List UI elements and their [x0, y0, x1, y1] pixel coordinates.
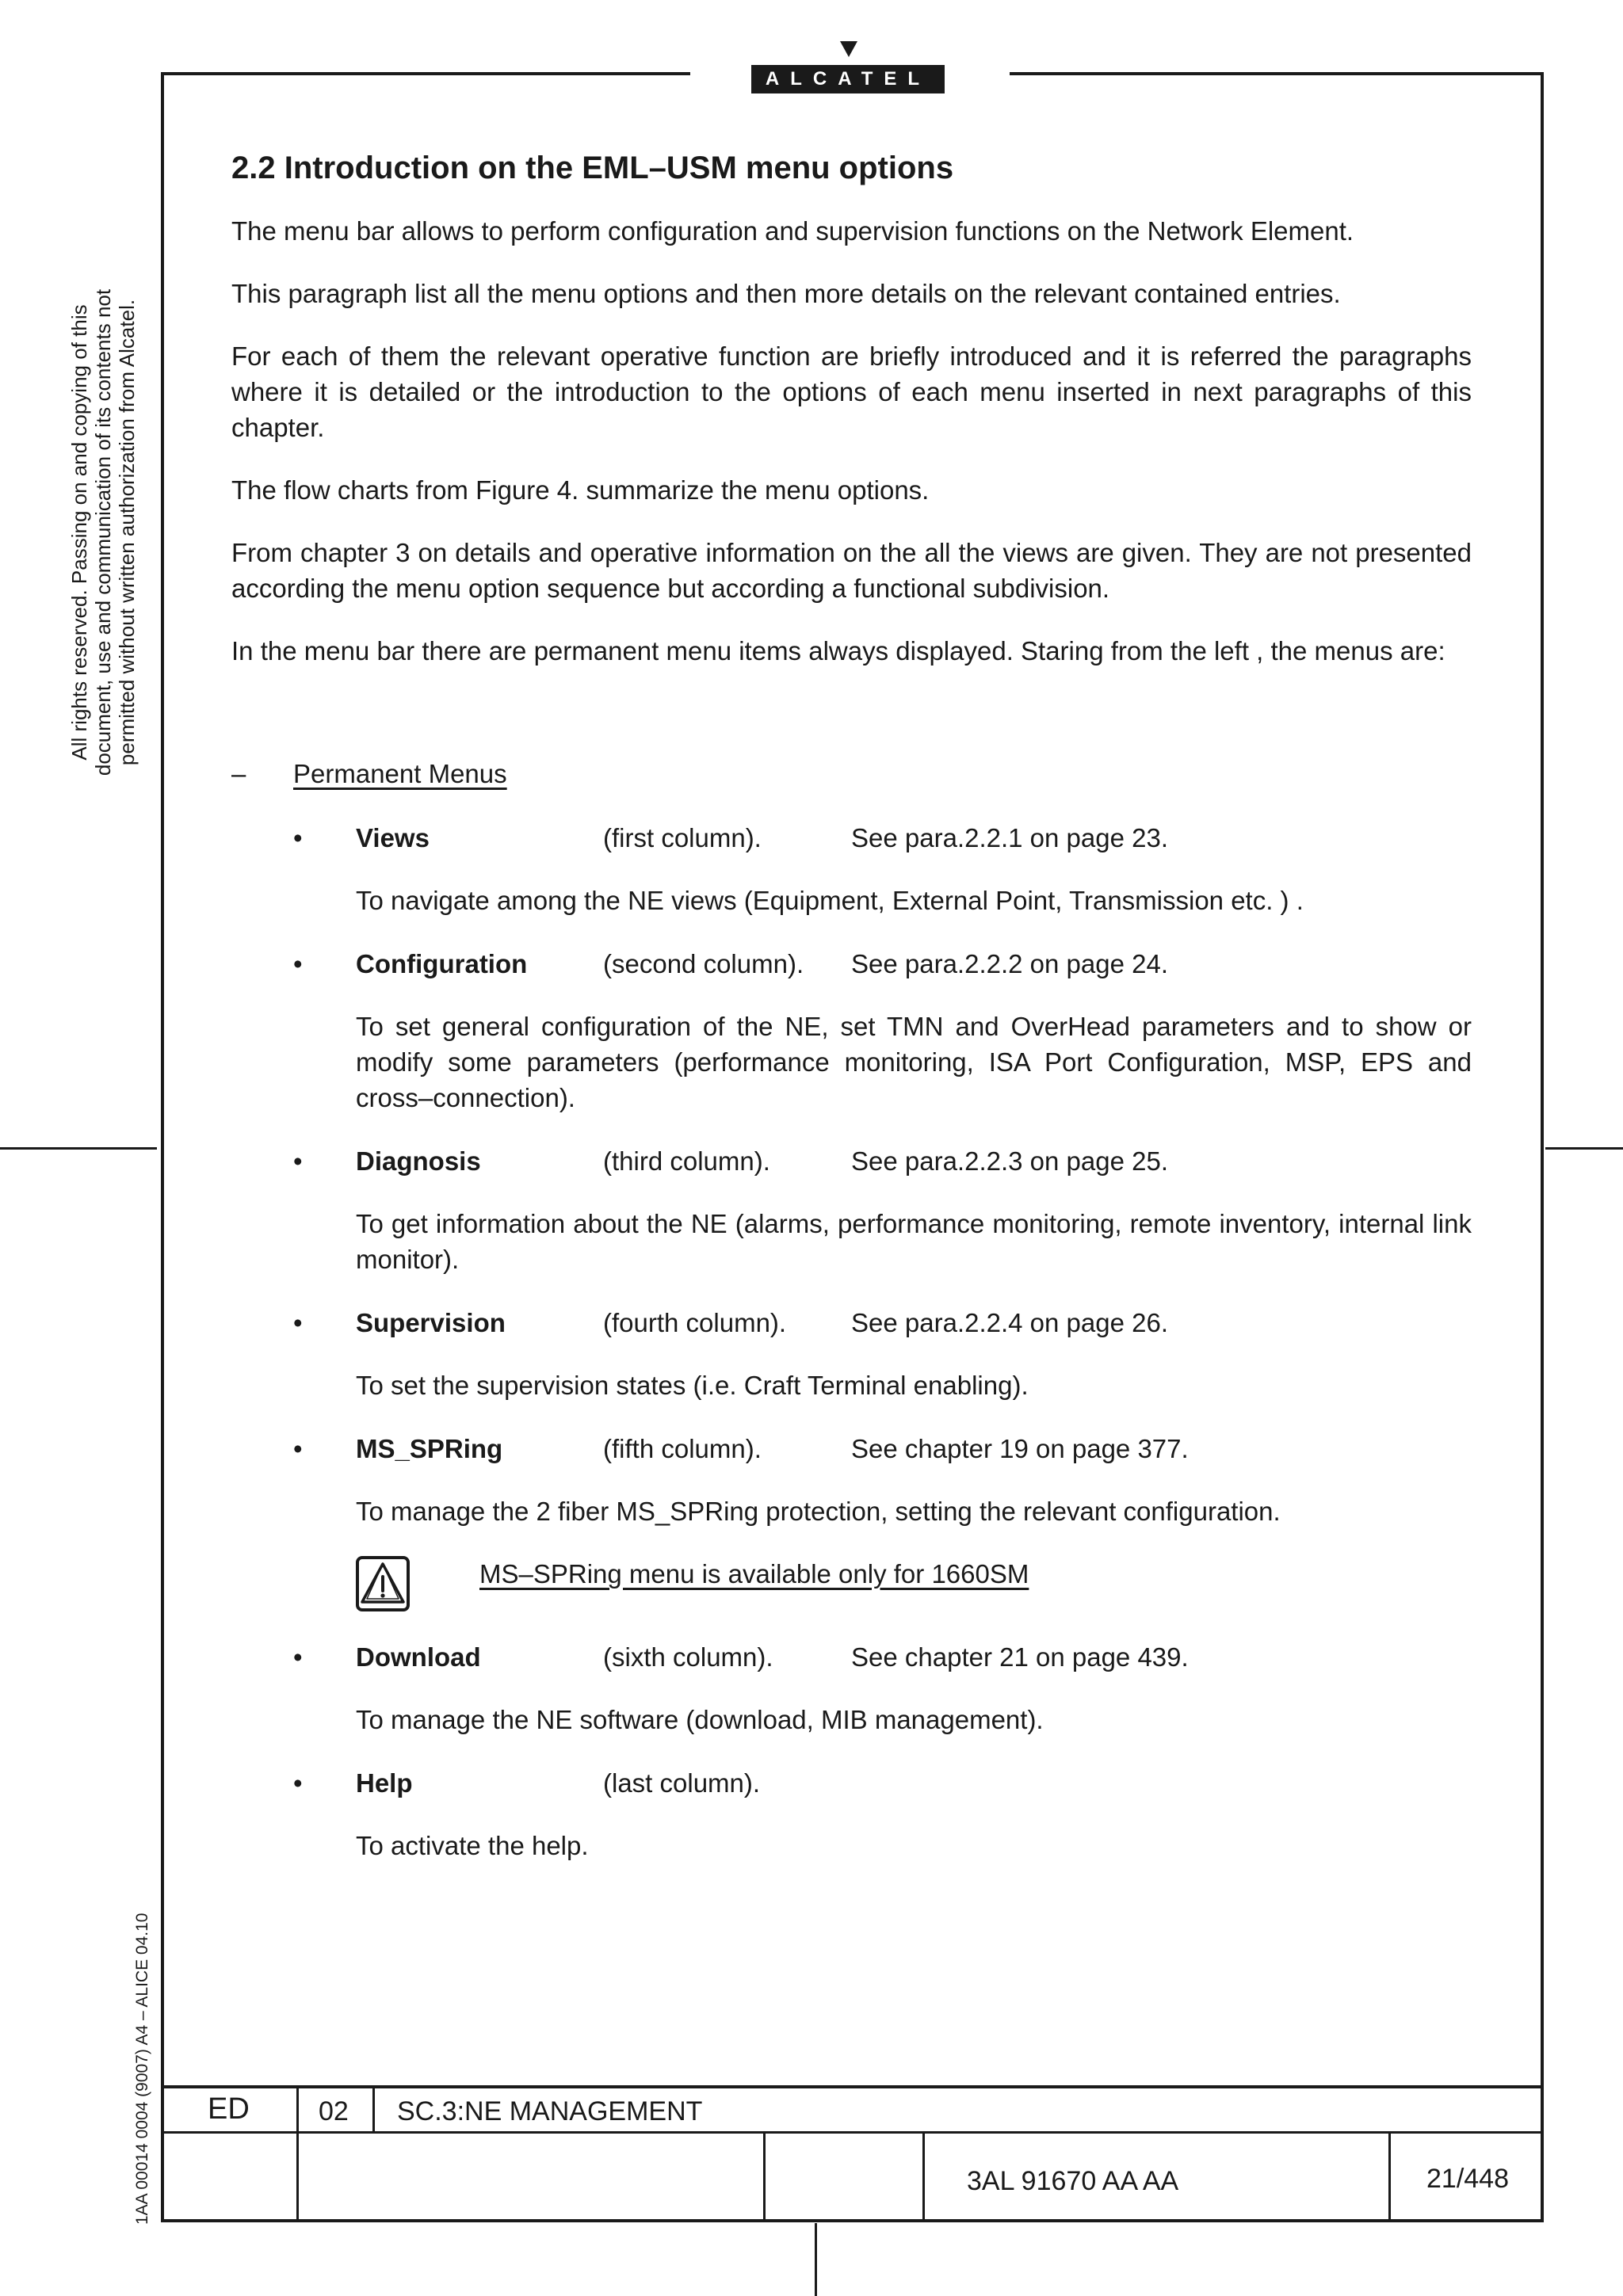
menu-item-download [231, 1639, 1472, 1675]
menu-item-views [231, 820, 1472, 856]
copyright-note: All rights reserved. Passing on and copying of this document, use and communication of its contents not permitted without written authorization from Alcatel. [67, 288, 139, 776]
paragraph: In the menu bar there are permanent menu items always displayed. Staring from the left , the menus are: [231, 636, 1445, 666]
menu-item-diagnosis [231, 1143, 1472, 1179]
bullet: • [293, 949, 303, 978]
frame-top-left-border [161, 72, 690, 75]
menu-reference: See para.2.2.1 on page 23. [851, 823, 1168, 852]
bullet: • [293, 1434, 303, 1463]
footer-top-line [161, 2085, 1544, 2088]
menu-description: To set general configuration of the NE, set TMN and OverHead parameters and to show or modify some parameters (performance monitoring, ISA Port Configuration, MSP, EPS and cross–connection). [356, 1012, 1472, 1112]
menu-description: To navigate among the NE views (Equipment, External Point, Transmission etc. ) . [356, 886, 1304, 915]
menu-description: To manage the NE software (download, MIB management). [356, 1705, 1044, 1734]
menu-description: To set the supervision states (i.e. Craft Terminal enabling). [356, 1371, 1029, 1400]
menu-reference: See para.2.2.2 on page 24. [851, 949, 1168, 978]
menu-reference: See para.2.2.4 on page 26. [851, 1308, 1168, 1337]
paragraph: For each of them the relevant operative function are briefly introduced and it is referred the paragraphs where it is detailed or the introduction to the options of each menu inserted in next paragraphs of this chapter. [231, 341, 1472, 442]
footer-divider [922, 2133, 925, 2221]
menu-column: (sixth column). [603, 1642, 773, 1672]
menu-description: To get information about the NE (alarms, performance monitoring, remote inventory, internal link monitor). [356, 1209, 1472, 1274]
menu-name: Views [356, 823, 430, 852]
logo-triangle-icon [840, 41, 857, 57]
menu-name: Diagnosis [356, 1146, 481, 1176]
bullet: • [293, 1768, 303, 1798]
bullet: • [293, 1146, 303, 1176]
menu-item-supervision [231, 1305, 1472, 1341]
menu-description: To manage the 2 fiber MS_SPRing protection, setting the relevant configuration. [356, 1497, 1281, 1526]
page-content [231, 147, 1472, 1863]
footer-page-number: 21/448 [1426, 2164, 1509, 2194]
frame-top-right-border [1010, 72, 1544, 75]
footer-divider [372, 2085, 375, 2133]
list-dash: – [231, 759, 246, 788]
menu-column: (last column). [603, 1768, 761, 1798]
footer-divider [1388, 2133, 1391, 2221]
bullet: • [293, 823, 303, 852]
menu-reference: See para.2.2.3 on page 25. [851, 1146, 1168, 1176]
paragraph: From chapter 3 on details and operative information on the all the views are given. They are not presented according the menu option sequence but according a functional subdivision. [231, 538, 1472, 603]
warning-note [356, 1556, 1472, 1611]
footer-ed-label: ED [208, 2092, 250, 2126]
frame-right-border [1541, 74, 1544, 2222]
fold-mark-right [1545, 1147, 1623, 1150]
paragraph: This paragraph list all the menu options and then more details on the relevant contained entries. [231, 279, 1341, 308]
form-code: 1AA 00014 0004 (9007) A4 – ALICE 04.10 [133, 1913, 151, 2225]
menu-reference: See chapter 19 on page 377. [851, 1434, 1189, 1463]
warning-text: MS–SPRing menu is available only for 1660SM [479, 1559, 1029, 1589]
footer-doc-code: 3AL 91670 AA AA [967, 2166, 1179, 2196]
frame-bottom-border [161, 2219, 1544, 2222]
frame-left-border [161, 74, 164, 2222]
menu-description: To activate the help. [356, 1831, 589, 1860]
menu-column: (second column). [603, 949, 804, 978]
menu-column: (third column). [603, 1146, 770, 1176]
paragraph: The flow charts from Figure 4. summarize the menu options. [231, 475, 930, 505]
fold-mark-bottom [815, 2223, 817, 2296]
footer-middle-line [161, 2131, 1544, 2134]
menu-item-configuration [231, 946, 1472, 982]
menu-column: (fourth column). [603, 1308, 787, 1337]
permanent-menus-label: Permanent Menus [293, 759, 507, 788]
menu-column: (first column). [603, 823, 762, 852]
bullet: • [293, 1308, 303, 1337]
footer-divider [763, 2133, 766, 2221]
paragraph: The menu bar allows to perform configuration and supervision functions on the Network Element. [231, 216, 1354, 246]
section-title: 2.2 Introduction on the EML–USM menu options [231, 151, 954, 185]
footer-section: SC.3:NE MANAGEMENT [397, 2096, 703, 2126]
bullet: • [293, 1642, 303, 1672]
warning-triangle-icon [356, 1556, 410, 1611]
alcatel-logo: ALCATEL [751, 65, 945, 93]
menu-item-help [231, 1765, 1472, 1801]
menu-name: MS_SPRing [356, 1434, 503, 1463]
menu-reference: See chapter 21 on page 439. [851, 1642, 1189, 1672]
fold-mark-left [0, 1147, 157, 1150]
menu-column: (fifth column). [603, 1434, 762, 1463]
footer-divider [296, 2085, 299, 2221]
menu-name: Supervision [356, 1308, 506, 1337]
menu-name: Download [356, 1642, 481, 1672]
menu-item-ms-spring [231, 1431, 1472, 1466]
permanent-menus-heading [231, 756, 1472, 792]
footer-ed-value: 02 [319, 2096, 349, 2126]
menu-name: Configuration [356, 949, 528, 978]
menu-name: Help [356, 1768, 413, 1798]
